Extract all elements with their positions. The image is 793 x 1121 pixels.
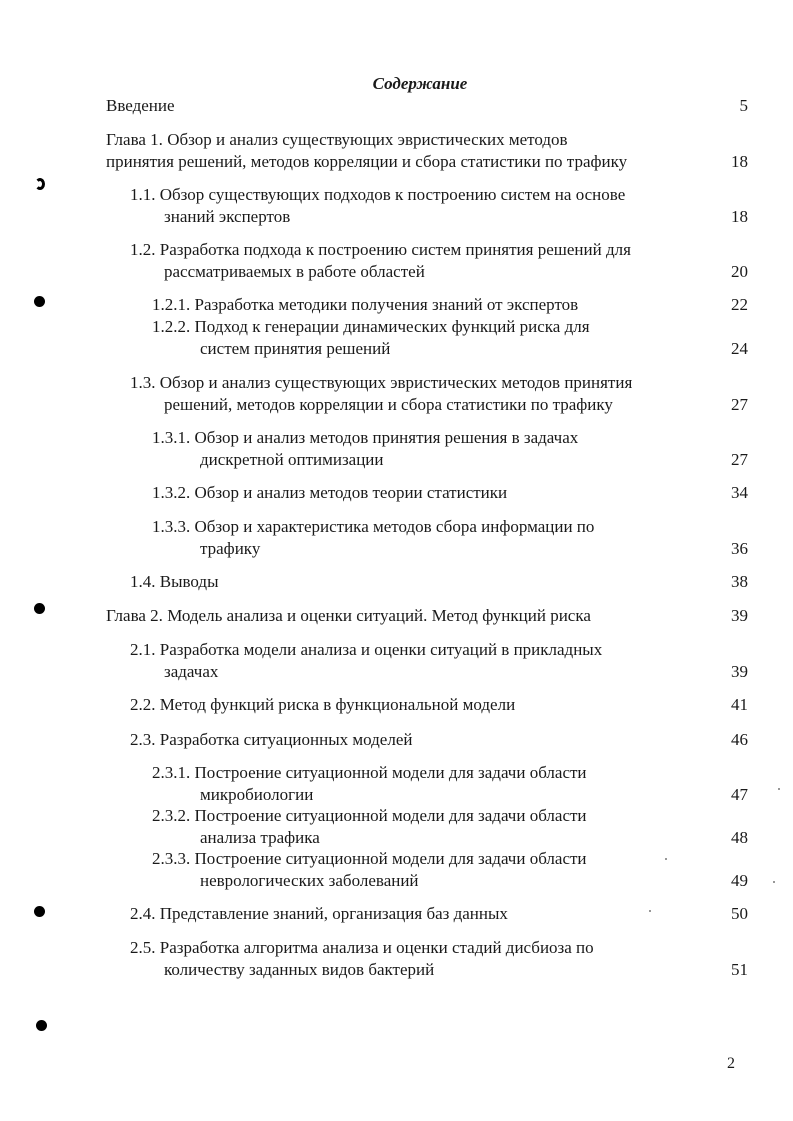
toc-entry-text: Модель анализа и оценки ситуаций. Метод функций риска [167,606,591,625]
toc-entry-page: 50 [731,904,748,923]
toc-entry [152,762,587,806]
toc-entry [152,294,578,316]
toc-entry [106,605,591,627]
toc-entry-line [152,449,578,471]
toc-entry-text: Разработка модели анализа и оценки ситуаций в прикладных [159,640,603,659]
toc-entry-text: Разработка алгоритма анализа и оценки стадий дисбиоза по [159,938,594,957]
toc-entry [130,639,602,683]
toc-entry-line [130,661,602,683]
toc-entry-text: Обзор и анализ существующих эвристических методов принятия [159,373,633,392]
toc-entry [152,805,587,849]
toc-entry-page: 18 [731,152,748,171]
toc-entry [130,571,219,593]
toc-entry [130,694,515,716]
toc-entry-line [106,95,175,117]
scan-speck [665,858,667,860]
punch-hole-mark [34,906,45,917]
toc-entry-text: Построение ситуационной модели для задачи области [194,849,587,868]
toc-entry-line [152,805,587,827]
toc-entry-text: Построение ситуационной модели для задачи области [194,806,587,825]
toc-entry-line [130,903,508,925]
toc-entry-line [130,959,594,981]
toc-entry-line [152,294,578,316]
toc-entry [152,427,578,471]
toc-entry-line [152,538,594,560]
toc-entry [106,129,627,173]
toc-entry-line [152,870,587,892]
toc-entry-number: 1.2.1. [152,295,191,314]
toc-entry-number: 2.5. [130,938,156,957]
toc-entry-text: систем принятия решений [200,339,391,358]
toc-entry-text: принятия решений, методов корреляции и сбора статистики по трафику [106,152,628,171]
toc-entry-line [130,184,625,206]
toc-entry-text: Обзор и анализ методов теории статистики [194,483,508,502]
toc-entry [130,903,508,925]
toc-entry-text: дискретной оптимизации [200,450,384,469]
toc-entry-number: 1.3.3. [152,517,191,536]
toc-entry-number: 1.3.1. [152,428,191,447]
toc-entry-text: Представление знаний, организация баз данных [159,904,508,923]
toc-entry-text: Подход к генерации динамических функций риска для [194,317,590,336]
toc-entry [106,95,175,117]
toc-entry-number: Глава 1. [106,130,163,149]
toc-entry-line [130,261,631,283]
toc-entry-text: Разработка методики получения знаний от экспертов [194,295,579,314]
toc-entry-page: 34 [731,483,748,502]
toc-entry-text: анализа трафика [200,828,320,847]
toc-entry-text: Разработка подхода к построению систем принятия решений для [159,240,631,259]
toc-entry-line [106,605,591,627]
toc-entry-number: 1.3.2. [152,483,191,502]
toc-entry-page: 22 [731,295,748,314]
toc-entry-line [130,937,594,959]
toc-entry-number: 1.4. [130,572,156,591]
toc-entry-page: 49 [731,871,748,890]
toc-entry-page: 48 [731,828,748,847]
toc-entry-number: 2.3.3. [152,849,191,868]
toc-entry-page: 27 [731,450,748,469]
toc-entry [130,729,412,751]
toc-entry-page: 41 [731,695,748,714]
toc-entry-number: 2.3.2. [152,806,191,825]
toc-entry-number: 2.1. [130,640,156,659]
toc-entry-page: 39 [731,662,748,681]
toc-entry-text: количеству заданных видов бактерий [164,960,435,979]
toc-entry-line [130,571,219,593]
punch-hole-mark [36,1020,47,1031]
toc-entry-line [152,848,587,870]
toc-entry-line [152,338,590,360]
toc-entry-line [152,827,587,849]
toc-entry-line [152,762,587,784]
toc-entry-line [130,239,631,261]
toc-entry-line [130,206,625,228]
toc-entry-text: рассматриваемых в работе областей [164,262,425,281]
toc-entry [152,848,587,892]
toc-entry-number: 2.3. [130,730,156,749]
toc-entry-text: Выводы [159,572,219,591]
toc-entry-page: 51 [731,960,748,979]
toc-entry-line [130,372,632,394]
toc-entry-text: трафику [200,539,261,558]
page-number: 2 [727,1055,735,1072]
toc-entry-line [152,784,587,806]
toc-entry-line [130,639,602,661]
toc-entry-text: Введение [106,96,175,115]
toc-entry-page: 18 [731,207,748,226]
toc-entry-text: Построение ситуационной модели для задачи области [194,763,587,782]
scan-speck [773,881,775,883]
toc-entry-text: микробиологии [200,785,314,804]
toc-entry [152,316,590,360]
punch-hole-mark [35,178,45,190]
toc-title: Содержание [372,74,468,93]
toc-entry-line [152,516,594,538]
toc-entry-line [130,394,632,416]
toc-entry-line [152,482,507,504]
toc-entry [130,239,631,283]
punch-hole-mark [34,296,45,307]
toc-entry-number: 1.2. [130,240,156,259]
toc-entry [152,516,594,560]
toc-entry-number: Глава 2. [106,606,163,625]
toc-entry-number: 1.1. [130,185,156,204]
toc-entry-line [152,316,590,338]
toc-entry-text: Обзор и анализ существующих эвристических методов [167,130,568,149]
toc-entry-number: 2.3.1. [152,763,191,782]
toc-entry-text: Обзор и характеристика методов сбора информации по [194,517,595,536]
toc-entry-number: 2.2. [130,695,156,714]
toc-entry-line [106,151,627,173]
toc-entry-line [130,694,515,716]
toc-entry-page: 24 [731,339,748,358]
toc-entry-number: 1.2.2. [152,317,191,336]
toc-entry [152,482,507,504]
toc-entry-text: Метод функций риска в функциональной модели [159,695,516,714]
toc-entry-text: знаний экспертов [164,207,291,226]
toc-entry [130,184,625,228]
toc-entry-text: Разработка ситуационных моделей [159,730,413,749]
toc-entry-line [130,729,412,751]
toc-entry-text: решений, методов корреляции и сбора статистики по трафику [164,395,613,414]
toc-entry-page: 36 [731,539,748,558]
punch-hole-mark [34,603,45,614]
toc-entry-page: 47 [731,785,748,804]
toc-entry-line [106,129,627,151]
scan-speck [649,910,651,912]
toc-entry-text: Обзор и анализ методов принятия решения в задачах [194,428,579,447]
toc-entry-line [152,427,578,449]
toc-entry [130,937,594,981]
toc-entry-page: 39 [731,606,748,625]
toc-entry-page: 38 [731,572,748,591]
scan-speck [778,788,780,790]
toc-entry-number: 1.3. [130,373,156,392]
toc-entry-page: 20 [731,262,748,281]
toc-entry-text: задачах [164,662,219,681]
toc-entry-page: 27 [731,395,748,414]
toc-entry-text: неврологических заболеваний [200,871,419,890]
toc-entry-number: 2.4. [130,904,156,923]
toc-entry [130,372,632,416]
toc-entry-text: Обзор существующих подходов к построению систем на основе [159,185,626,204]
toc-entry-page: 5 [739,96,748,115]
toc-entry-page: 46 [731,730,748,749]
